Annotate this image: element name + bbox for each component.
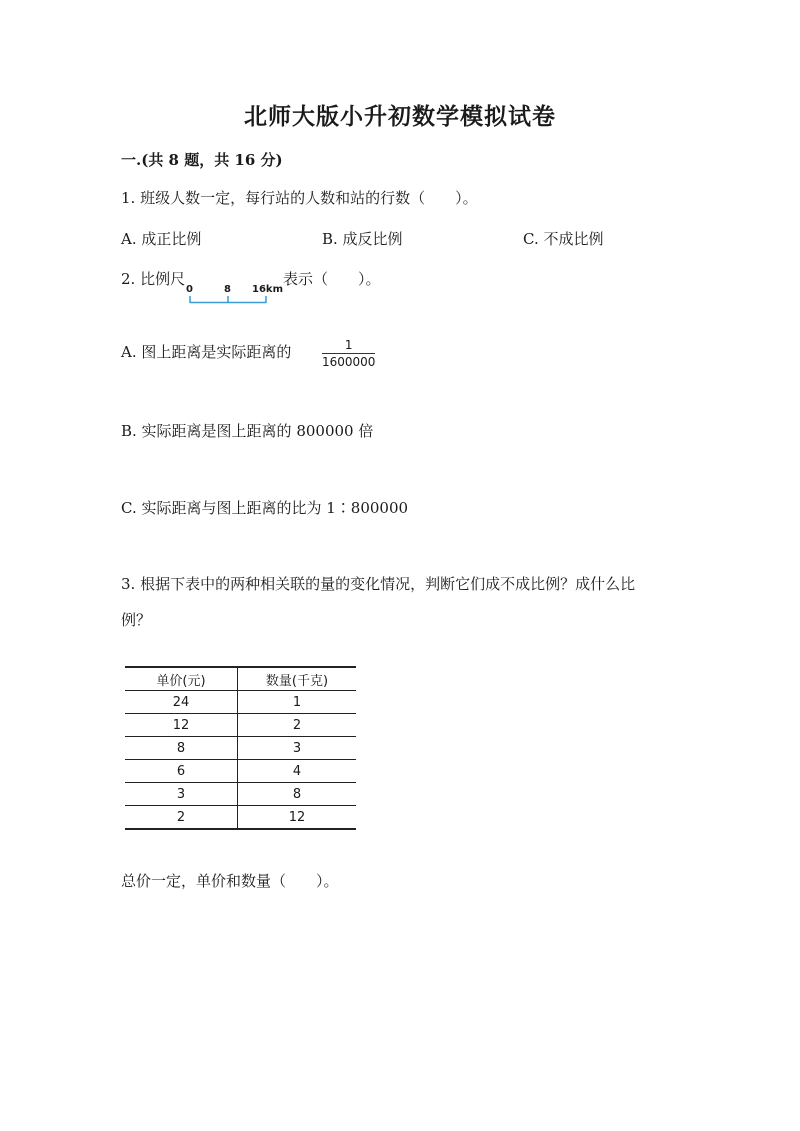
- data-table: [125, 666, 356, 830]
- question-2-suffix: 表示（ ）。: [283, 270, 381, 288]
- scale-label-16km: 16km: [252, 284, 283, 295]
- question-2-option-c: C. 实际距离与图上距离的比为 1∶800000: [121, 499, 409, 517]
- table-cell-price: 3: [125, 783, 238, 806]
- fraction-numerator: 1: [344, 338, 353, 352]
- table-cell-quantity: 12: [238, 806, 357, 830]
- table-row: [125, 737, 356, 760]
- table-row: [125, 714, 356, 737]
- question-2-prefix: 2. 比例尺: [121, 270, 186, 288]
- question-2-option-b: B. 实际距离是图上距离的 800000 倍: [121, 422, 374, 440]
- table-cell-quantity: 2: [238, 714, 357, 737]
- table-row: [125, 760, 356, 783]
- question-1-option-a: A. 成正比例: [121, 230, 202, 248]
- table-header-quantity: 数量(千克): [238, 667, 357, 691]
- fraction-denominator: 1600000: [322, 355, 376, 369]
- table-row: [125, 691, 356, 714]
- table-cell-quantity: 4: [238, 760, 357, 783]
- table-cell-quantity: 8: [238, 783, 357, 806]
- fraction: [322, 334, 375, 369]
- question-3-line-2: 例？: [121, 611, 152, 629]
- question-2-option-a: A. 图上距离是实际距离的: [121, 343, 292, 361]
- table-cell-price: 2: [125, 806, 238, 830]
- table-cell-price: 8: [125, 737, 238, 760]
- question-1-option-b: B. 成反比例: [322, 230, 403, 248]
- table-cell-price: 12: [125, 714, 238, 737]
- scale-bar-line: [186, 284, 282, 308]
- table-header-row: [125, 667, 356, 691]
- question-3-line-1: 3. 根据下表中的两种相关联的量的变化情况，判断它们成不成比例？成什么比: [121, 575, 636, 593]
- page-title: 北师大版小升初数学模拟试卷: [244, 103, 556, 130]
- question-3-prompt: 总价一定，单价和数量（ ）。: [121, 872, 339, 890]
- scale-label-8: 8: [224, 284, 231, 295]
- table-cell-quantity: 3: [238, 737, 357, 760]
- table-row: [125, 806, 356, 830]
- table-cell-price: 6: [125, 760, 238, 783]
- table-cell-price: 24: [125, 691, 238, 714]
- section-header: 一.(共 8 题，共 16 分): [121, 151, 283, 169]
- table-cell-quantity: 1: [238, 691, 357, 714]
- question-1-option-c: C. 不成比例: [523, 230, 604, 248]
- question-1-text: 1. 班级人数一定，每行站的人数和站的行数（ ）。: [121, 189, 478, 207]
- table-header-price: 单价(元): [125, 667, 238, 691]
- scale-bar-figure: [186, 284, 282, 308]
- scale-label-0: 0: [186, 284, 193, 295]
- table-row: [125, 783, 356, 806]
